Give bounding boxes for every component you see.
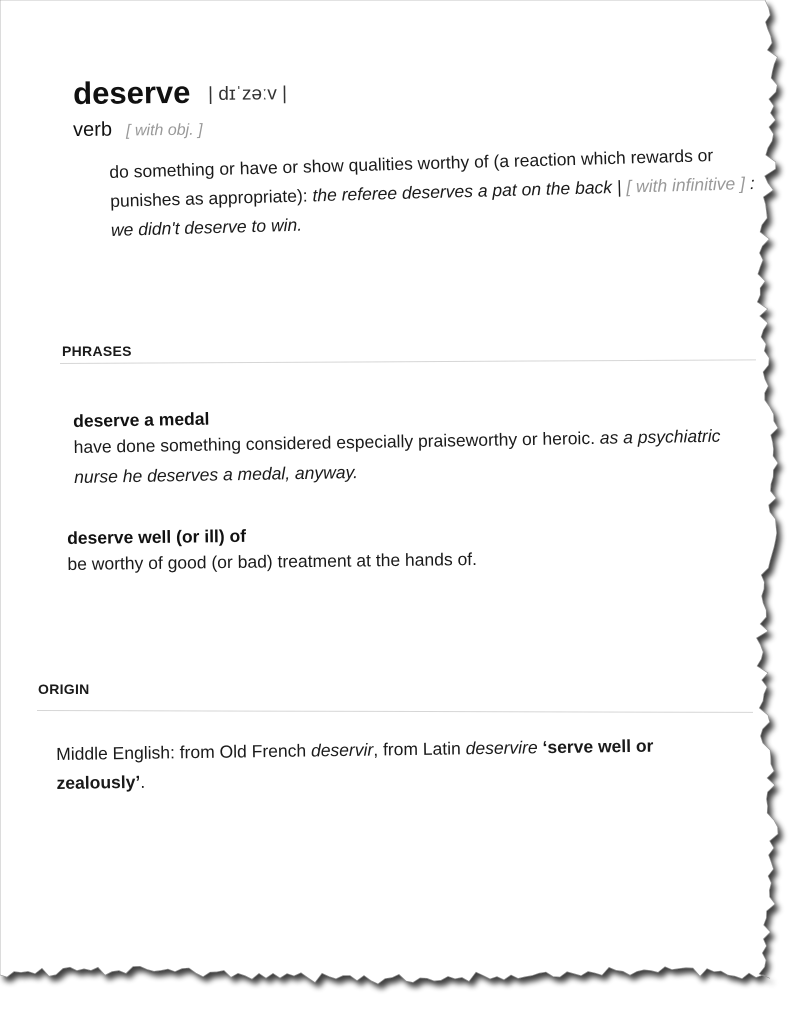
definition-text [109, 140, 761, 245]
phrase-headword: deserve a medal [73, 408, 210, 431]
phrases-section-title: PHRASES [62, 343, 132, 359]
part-of-speech-line [73, 118, 203, 142]
phrase-headword: deserve well (or ill) of [67, 525, 247, 548]
definition-example-1: the referee deserves a pat on the back [312, 176, 613, 206]
grammar-note: [ with obj. ] [125, 121, 203, 140]
phrases-divider [60, 359, 756, 364]
origin-text [56, 731, 737, 798]
pronunciation: | dɪˈzəːv | [208, 83, 288, 105]
origin-gloss: ‘serve well or zealously’ [56, 735, 654, 793]
headword: deserve [73, 74, 191, 111]
definition-body: do something or have or show qualities worthy of (a reaction which rewards or punishes as appropriate): [109, 145, 714, 211]
origin-end: . [140, 771, 146, 792]
definition-separator: | [616, 176, 622, 197]
origin-term-french: deservir [310, 739, 374, 761]
definition-grammar-note: [ with infinitive ] [626, 173, 746, 197]
phrase-definition [73, 420, 754, 492]
definition-example-2: : we didn't deserve to win. [110, 172, 755, 240]
part-of-speech: verb [73, 118, 113, 141]
phrase-entry [73, 399, 754, 492]
phrase-entry [67, 520, 748, 579]
origin-section-title: ORIGIN [38, 681, 90, 697]
phrase-example: as a psychiatric nurse he deserves a medal, anyway. [73, 425, 721, 487]
origin-term-latin: deservire [465, 737, 538, 759]
origin-text-part-1: Middle English: from Old French [56, 740, 307, 764]
phrase-definition-text: have done something considered especially praiseworthy or heroic. [73, 427, 596, 457]
origin-divider [37, 710, 753, 713]
origin-text-part-2: , from Latin [373, 738, 461, 760]
phrase-definition-text: be worthy of good (or bad) treatment at the hands of. [67, 548, 478, 574]
